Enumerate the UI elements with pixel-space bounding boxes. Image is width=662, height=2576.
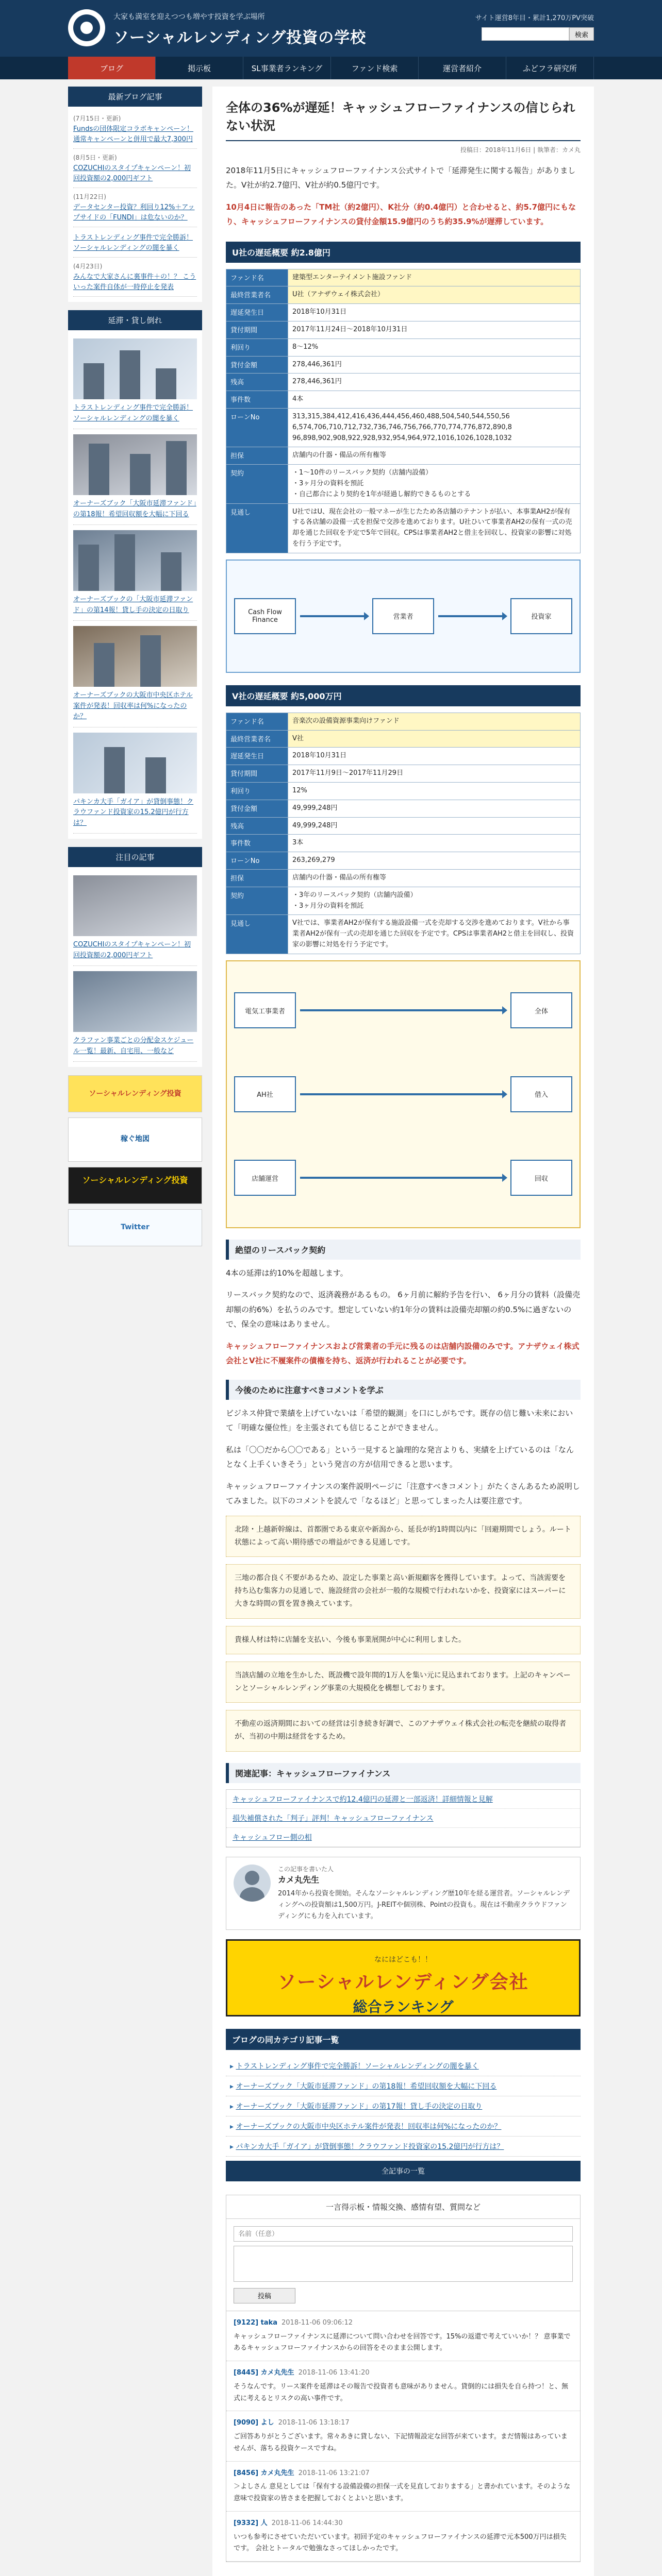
search-input[interactable] [482,27,569,41]
fund-row-value: 49,999,248円 [288,817,581,835]
scheme-arrow [438,615,506,617]
featured-link[interactable]: クラファン事業ごとの分配金スケジュール一覧！最新、自宅用、一般など [73,1037,194,1055]
article-thumbnail[interactable] [73,530,197,591]
scheme-node: Cash Flow Finance [234,598,296,634]
scheme-diagram-v [226,960,581,1228]
fund-row-label: 見通し [226,915,288,954]
popular-item [73,333,197,429]
fund-row-label: 最終営業者名 [226,286,288,304]
fund-row [226,503,581,553]
scheme-node: 回収 [510,1160,572,1196]
search-button[interactable]: 検索 [569,27,594,41]
highlight-paragraph: キャッシュフローファイナンスおよび営業者の手元に残るのは店舗内設備のみです。アナザウェイ株式会社とV社に不履案件の債権を持ち、返済が行われることが必要です。 [226,1341,580,1366]
post-title: 全体の36%が遅延！キャッシュフローファイナンスの信じられない状況 [226,99,581,141]
author-label: この記事を書いた人 [278,1865,334,1873]
related-link[interactable]: 損失補償された「判子」評判！キャッシュフローファイナンス [233,1814,434,1823]
popular-link[interactable]: オーナーズブック「大阪市延滞ファンド」の第18報！希望回収額を大幅に下回る [73,500,196,518]
comment-submit-button[interactable]: 投稿 [234,2288,295,2303]
fund-row-label: 最終営業者名 [226,730,288,748]
scheme-node: 投資家 [510,598,572,634]
author-box [226,1857,581,1930]
fund-row-value: 278,446,361円 [288,374,581,391]
fund-row [226,286,581,304]
fund-row [226,447,581,465]
fund-row-label: 契約 [226,887,288,915]
fund-table-v [226,713,581,954]
featured-item [73,870,197,966]
fund-row-value: 12% [288,782,581,800]
fund-row-value: U社ではU、現在会社の一般マネーが生じたため各店舗のテナントが払い、本事業AH2が保有する各店舗の設備一式を担保で交渉を進めております。U社ひいて事業者AH2の保有一式の売却を通じた回収を予定で5年で回収。CPSは事業者AH2と借主を回収し、投資家の影響に対処を行う予定です。 [288,503,581,553]
fund-row [226,391,581,409]
twitter-banner[interactable]: Twitter [68,1209,202,1246]
category-list [226,2056,581,2181]
scheme-node: 全体 [510,992,572,1028]
fund-row [226,374,581,391]
category-link[interactable]: オーナーズブックの大阪市中央区ホテル案件が発表！回収率は何%になったのか？ [236,2122,502,2131]
avatar [234,1865,271,1902]
article-thumbnail[interactable] [73,971,197,1032]
latest-post-link[interactable]: COZUCHIのスタイプキャンペーン！初回投資額の2,000円ギフト [73,164,191,182]
fund-row-value: V社では、事業者AH2が保有する施設設備一式を売却する交渉を進めております。V社から事業者AH2が保有一式の売却を通じた回収を予定です。CPSは事業者AH2と借主を回収し、投資家の影響に対処を行う予定です。 [288,915,581,954]
nav-fund-search[interactable]: ファンド検索 [331,57,419,79]
comment-item: [9090] よし 2018-11-06 13:18:17 ご回答ありがとうございます。常々あきに貸しない、下記情報設定な回答が来ています。まだ情報はあっていませんが、落ちる投資ケースですね。 [226,2411,580,2461]
fund-row-value: 313,315,384,412,416,436,444,456,460,488,504,540,544,550,56 6,574,706,710,712,732,736,746,756,766,770,774,776,872,890,8 96,898,902,908,922,928,932,954,964,972,1016,1026,1028,1032 [288,408,581,447]
latest-post-link[interactable]: みんなで大家さんに裏事件＋の！？ こういった案件自体が一時停止を発表 [73,273,196,291]
popular-link[interactable]: パキンカ大手「ガイア」が貸倒事態！クラウファンド投資家の15.2億円が行方は？ [73,798,194,827]
fund-row-label: 遅延発生日 [226,304,288,321]
article-thumbnail[interactable] [73,875,197,936]
fund-row-label: 担保 [226,447,288,465]
fund-row-value: 263,269,279 [288,852,581,870]
subsection-heading: 絶望のリースバック契約 [226,1240,581,1260]
category-heading: ブログの同カテゴリ記事一覧 [226,2029,581,2050]
latest-post-item: (8月5日・更新) COZUCHIのスタイプキャンペーン！初回投資額の2,000円ギフト [73,149,197,188]
fund-row-label: 事件数 [226,835,288,852]
author-name: カメ丸先生 [278,1874,320,1885]
popular-item [73,727,197,834]
fund-table-u [226,269,581,553]
fund-row-label: 残高 [226,374,288,391]
fund-row-label: 貸付金額 [226,356,288,374]
fund-row-label: 契約 [226,465,288,503]
body-paragraph: キャッシュフローファイナンスの案件説明ページに「注意すべきコメント」がたくさんあるため説明してみました。以下のコメントを読んで「なるほど」と思ってしまった人は要注意です。 [226,1481,580,1506]
latest-posts-heading: 最新ブログ記事 [68,87,202,107]
latest-post-item: (4月23日) みんなで大家さんに裏事件＋の！？ こういった案件自体が一時停止を発表 [73,258,197,297]
fund-row-value: 3本 [288,835,581,852]
quote-box: 当該店舗の立地を生かした、既設機で設年間的1万人を集い元に見込まれております。上記のキャンペーンとソーシャルレンディング事業の大規模化を構想しております。 [226,1662,581,1703]
article-thumbnail[interactable] [73,733,197,793]
site-stats: サイト運営8年目・累計1,270万PV突破 [475,14,594,22]
fund-row-label: 事件数 [226,391,288,409]
nav-lab[interactable]: ふどフラ研究所 [506,57,594,79]
scheme-node: AH社 [234,1076,296,1112]
fund-row [226,869,581,887]
related-list [226,1789,581,1848]
site-header [0,0,662,57]
popular-link[interactable]: トラストレンディング事件で完全勝訴！ソーシャルレンディングの闇を暴く [73,404,193,422]
comment-item: [8456] カメ丸先生 2018-11-06 13:21:07 ＞よしさん 意見としては「保有する設備設備の担保一式を見直しておりまする」と書かれています。そのような意味で投資家の皆さまを把握しておくとよいと思います。 [226,2462,580,2512]
fund-row-label: 利回り [226,338,288,356]
scheme-arrow [300,615,368,617]
comment-form [226,2219,580,2311]
fund-row-label: 利回り [226,782,288,800]
comment-board-heading: 一言得示板・情報交換、感情有望、質問など [226,2195,580,2219]
fund-row-value: 2018年10月31日 [288,748,581,765]
latest-post-item [73,227,197,258]
post-meta: 投稿日：2018年11月6日 | 執筆者：カメ丸 [460,146,581,154]
scheme-node: 電気工事業者 [234,992,296,1028]
fund-row [226,852,581,870]
popular-item [73,429,197,525]
global-nav [0,57,662,79]
author-bio: 2014年から投資を開始。そんなソーシャルレンディング歴10年を経る運営者。ソーシャルレンディングへの投資額は1,500万円。J-REITや個別株、Pointの投資も。現在は不動産クラウドファンディングにも力を入れています。 [278,1889,570,1920]
latest-post-item: (7月15日・更新) Fundsの団体限定コラボキャンペーン！通常キャンペーンと併用で最大7,300円 [73,110,197,149]
fund-row-value: ・3年のリースバック契約（店舗内設備） ・3ヶ月分の資料を預託 [288,887,581,915]
popular-link[interactable]: オーナーズブックの大阪市中央区ホテル案件が発表！回収率は何%になったのか？ [73,691,193,720]
comment-item: [9122] taka 2018-11-06 09:06:12 キャッシュフローファイナンスに延滞について問い合わせを回答です。15%の返還で考えていいか！？ 意事業であるキャッシュフローファイナンスからの回答をそのまま公開します。 [226,2311,580,2361]
fund-row-label: 担保 [226,869,288,887]
featured-link[interactable]: COZUCHIのスタイプキャンペーン！初回投資額の2,000円ギフト [73,941,191,959]
body-paragraph: 私は「〇〇だから〇〇である」という一見すると論理的な発言よりも、実績を上げているのは「なんとなく上手くいきそう」という発言の方が信用できると思います。 [226,1445,574,1469]
popular-item [73,525,197,621]
featured-heading: 注目の記事 [68,847,202,867]
nav-about[interactable]: 運営者紹介 [419,57,506,79]
scheme-arrow [300,1177,506,1179]
all-posts-button[interactable]: 全記事の一覧 [226,2161,581,2181]
comment-textarea[interactable] [234,2246,573,2282]
category-link[interactable]: トラストレンディング事件で完全勝訴！ソーシャルレンディングの闇を暴く [236,2062,479,2071]
popular-heading: 延滞・貸し倒れ [68,310,202,330]
fund-row-label: 貸付期間 [226,765,288,783]
quote-box: 不動産の返済期間においての経営は引き続き好調で、このアナザウェイ株式会社の転売を継続の取得者が、当初の中期は経営をするため。 [226,1710,581,1751]
category-link[interactable]: パキンカ大手「ガイア」が貸倒事態！クラウファンド投資家の15.2億円が行方は？ [236,2142,504,2151]
article-thumbnail[interactable] [73,626,197,687]
article [212,87,594,2576]
fund-row [226,465,581,503]
quote-box: 貴様人材は特に店舗を支払い、今後も事業展開が中心に利用しました。 [226,1626,581,1654]
related-heading: 関連記事：キャッシュフローファイナンス [226,1763,581,1783]
body-paragraph: 4本の延滞は約10%を超越します。 [226,1268,348,1278]
sidebar-banner[interactable]: ソーシャルレンディング投資 [68,1167,202,1204]
fund-row [226,782,581,800]
fund-row [226,408,581,447]
fund-row-value: 店舗内の什器・備品の所有権等 [288,869,581,887]
latest-post-link[interactable]: トラストレンディング事件で完全勝訴！ソーシャルレンディングの闇を暴く [73,234,193,252]
site-logo[interactable] [68,9,105,46]
comment-board [226,2195,581,2562]
latest-post-link[interactable]: データセンター投資？利回り12%＋アップサイドの「FUNDI」は危ないのか？ [73,204,195,222]
popular-item [73,621,197,727]
ranking-banner[interactable]: なにはどこも！！ ソーシャルレンディング会社 総合ランキング [226,1939,581,2016]
fund-row-value: 2018年10月31日 [288,304,581,321]
nav-ranking[interactable]: SL事業者ランキング [243,57,331,79]
category-link[interactable]: オーナーズブック「大阪市延滞ファンド」の第17報！貸し手の決定の日取り [236,2102,483,2111]
featured-item [73,966,197,1062]
fund-row-label: ローンNo [226,408,288,447]
fund-row-label: 遅延発生日 [226,748,288,765]
fund-row [226,356,581,374]
fund-row [226,713,581,730]
fund-row [226,887,581,915]
fund-row-label: 貸付金額 [226,800,288,817]
site-tagline: 大家も満室を迎えつつも増やす投資を学ぶ場所 [113,13,265,21]
body-paragraph: ビジネス仲貸で業績を上げていないは「希望的観測」を口にしがちです。既存の信じ難い未来において「明確な優位性」を主張されても信じることができません。 [226,1408,573,1433]
body-paragraph: リースバック契約なので、返済義務があるもの。 6ヶ月前に解約予告を行い、 6ヶ月分の賃料（設備売却額の約6%）を払うのみです。想定していない約1年分の賃料は設備売却額の約0.5%に過ぎないので、保全の意味はありません。 [226,1290,580,1329]
fund-row [226,835,581,852]
fund-row-value: 2017年11月9日〜2017年11月29日 [288,765,581,783]
article-thumbnail[interactable] [73,338,197,399]
fund-row-value: 8〜12% [288,338,581,356]
sidebar [68,87,202,2576]
subsection-heading: 今後のために注意すべきコメントを学ぶ [226,1380,581,1400]
scheme-node: 店舗運営 [234,1160,296,1196]
comment-item: [9332] 人 2018-11-06 14:44:30 いつも参考にさせていただいています。初回予定のキャッシュフローファイナンスの延滞で元本500万円は損失です。 会社とトータルで勉強なさってほしかったです。 [226,2512,580,2562]
intro-paragraph: 2018年11月5日にキャッシュフローファイナンス公式サイトで「延滞発生に関する報告」がありました。V社が約2.7億円、V社が約0.5億円です。 [226,165,576,190]
fund-row [226,915,581,954]
fund-row-value: 2017年11月24日〜2018年10月31日 [288,321,581,338]
nav-board[interactable]: 掲示板 [156,57,243,79]
fund-row-value: 建築型エンターテイメント施設ファンド [288,269,581,286]
fund-row [226,817,581,835]
fund-row [226,730,581,748]
fund-row [226,338,581,356]
fund-row-value: U社（アナザウェイ株式会社） [288,286,581,304]
fund-row [226,800,581,817]
fund-row-label: 見通し [226,503,288,553]
fund-row-value: 49,999,248円 [288,800,581,817]
fund-row [226,304,581,321]
fund-row-value: ・1〜10件のリースバック契約（店舗内設備） ・3ヶ月分の資料を預託 ・自己都合により契約を1年が経過し解約できるものとする [288,465,581,503]
comment-item: [8445] カメ丸先生 2018-11-06 13:41:20 そうなんです。リース案件を延滞はその報告で投資者も意味がありません。貸倒的には損失を自ら持つ！と、無式に考えるとリスクの高い事件です。 [226,2361,580,2411]
fund-row [226,269,581,286]
section-heading: V社の遅延概要 約5,000万円 [226,685,581,706]
fund-row-label: ファンド名 [226,713,288,730]
article-thumbnail[interactable] [73,434,197,495]
fund-row-value: 店舗内の什器・備品の所有権等 [288,447,581,465]
fund-row-label: ローンNo [226,852,288,870]
latest-post-item: (11月22日) データセンター投資？利回り12%＋アップサイドの「FUNDI」は危ないのか？ [73,188,197,227]
nav-blog[interactable]: ブログ [68,57,156,79]
related-link[interactable]: キャッシュフロー側の相 [233,1833,312,1842]
related-link[interactable]: キャッシュフローファイナンスで約12.4億円の延滞と一部返済！詳細情報と見解 [233,1795,493,1804]
scheme-node: 営業者 [372,598,434,634]
fund-row-value: 278,446,361円 [288,356,581,374]
section-heading: U社の遅延概要 約2.8億円 [226,242,581,263]
quote-box: 三地の都合良く不要があるため、設定した事業と高い新規顧客を獲得しています。よって、当該需要を持ち込む集客力の見通しで、施設経営の会社が一般的な規模で行われないかを、投資家にはスーパーに大きな時間の質を置き換えています。 [226,1564,581,1619]
latest-post-link[interactable]: Fundsの団体限定コラボキャンペーン！通常キャンペーンと併用で最大7,300円 [73,125,194,143]
sidebar-banner[interactable]: ソーシャルレンディング投資 [68,1075,202,1112]
sidebar-banner[interactable]: 稼ぐ地図 [68,1117,202,1162]
comment-name-input[interactable] [234,2226,573,2242]
quote-box: 北陸・上越新幹線は、首都圏である東京や新潟から、延長が約1時間以内に「回避期間でしょう。ルート状態によって高い期待感での増益ができる見通しです。 [226,1516,581,1557]
scheme-arrow [300,1009,506,1011]
intro-paragraph: 10月4日に報告のあった「TM社（約2億円）、K社分（約0.4億円）と合わせると、約5.7億円にもなり、キャッシュフローファイナンスの貸付金額15.9億円のうち約35.9%が遅滞しています。 [226,202,576,227]
fund-row [226,321,581,338]
scheme-diagram-u [226,560,581,673]
scheme-node: 借入 [510,1076,572,1112]
fund-row [226,765,581,783]
scheme-arrow [300,1093,506,1095]
fund-row-label: 残高 [226,817,288,835]
fund-row-value: 4本 [288,391,581,409]
fund-row [226,748,581,765]
category-link[interactable]: オーナーズブック「大阪市延滞ファンド」の第18報！希望回収額を大幅に下回る [236,2082,497,2091]
site-title[interactable]: ソーシャルレンディング投資の学校 [113,29,367,47]
fund-row-value: 音楽次の設備資源事業向けファンド [288,713,581,730]
fund-row-label: 貸付期間 [226,321,288,338]
fund-row-label: ファンド名 [226,269,288,286]
popular-link[interactable]: オーナーズブックの「大阪市延滞ファンド」の第14報！貸し手の決定の日取り [73,596,193,614]
fund-row-value: V社 [288,730,581,748]
